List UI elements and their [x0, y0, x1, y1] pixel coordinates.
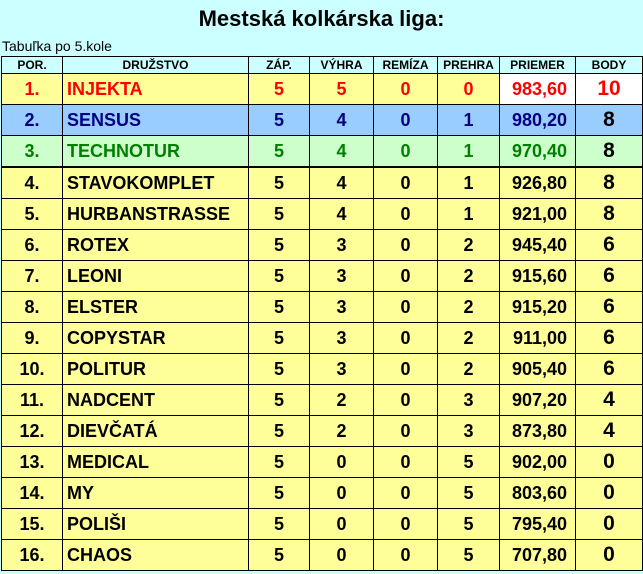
cell-position: 9. [2, 323, 63, 354]
cell-losses: 1 [438, 105, 500, 136]
cell-losses: 5 [438, 478, 500, 509]
cell-points: 8 [576, 199, 643, 230]
table-row [2, 447, 643, 478]
cell-average: 983,60 [500, 74, 576, 105]
cell-average: 907,20 [500, 385, 576, 416]
cell-average: 707,80 [500, 540, 576, 571]
cell-average: 915,20 [500, 292, 576, 323]
cell-draws: 0 [374, 354, 438, 385]
header-draws: REMÍZA [374, 57, 438, 74]
cell-losses: 1 [438, 167, 500, 199]
cell-position: 3. [2, 136, 63, 168]
cell-average: 911,00 [500, 323, 576, 354]
cell-losses: 2 [438, 323, 500, 354]
cell-losses: 1 [438, 136, 500, 168]
table-row [2, 136, 643, 168]
cell-average: 905,40 [500, 354, 576, 385]
cell-position: 15. [2, 509, 63, 540]
cell-points: 8 [576, 136, 643, 168]
cell-position: 4. [2, 167, 63, 199]
cell-draws: 0 [374, 167, 438, 199]
cell-losses: 5 [438, 447, 500, 478]
cell-points: 0 [576, 509, 643, 540]
cell-played: 5 [249, 199, 310, 230]
cell-position: 10. [2, 354, 63, 385]
cell-draws: 0 [374, 323, 438, 354]
cell-draws: 0 [374, 74, 438, 105]
cell-wins: 3 [310, 354, 374, 385]
cell-average: 915,60 [500, 261, 576, 292]
cell-losses: 2 [438, 292, 500, 323]
header-position: POR. [2, 57, 63, 74]
cell-position: 7. [2, 261, 63, 292]
cell-points: 4 [576, 385, 643, 416]
table-row [2, 167, 643, 199]
cell-average: 970,40 [500, 136, 576, 168]
cell-wins: 3 [310, 323, 374, 354]
cell-team: ROTEX [63, 230, 249, 261]
cell-team: POLITUR [63, 354, 249, 385]
cell-draws: 0 [374, 105, 438, 136]
cell-draws: 0 [374, 199, 438, 230]
cell-played: 5 [249, 230, 310, 261]
cell-played: 5 [249, 292, 310, 323]
header-losses: PREHRA [438, 57, 500, 74]
cell-wins: 2 [310, 416, 374, 447]
cell-wins: 2 [310, 385, 374, 416]
cell-wins: 0 [310, 540, 374, 571]
cell-position: 6. [2, 230, 63, 261]
cell-played: 5 [249, 385, 310, 416]
cell-draws: 0 [374, 385, 438, 416]
cell-draws: 0 [374, 540, 438, 571]
cell-wins: 3 [310, 261, 374, 292]
cell-draws: 0 [374, 136, 438, 168]
table-row [2, 261, 643, 292]
table-row [2, 509, 643, 540]
header-team: DRUŽSTVO [63, 57, 249, 74]
cell-team: MY [63, 478, 249, 509]
table-row [2, 478, 643, 509]
cell-losses: 2 [438, 261, 500, 292]
cell-team: NADCENT [63, 385, 249, 416]
cell-draws: 0 [374, 447, 438, 478]
cell-team: COPYSTAR [63, 323, 249, 354]
table-row [2, 540, 643, 571]
cell-points: 6 [576, 230, 643, 261]
cell-team: DIEVČATÁ [63, 416, 249, 447]
cell-points: 8 [576, 167, 643, 199]
table-row [2, 416, 643, 447]
cell-position: 8. [2, 292, 63, 323]
cell-points: 0 [576, 447, 643, 478]
table-row [2, 385, 643, 416]
cell-team: ELSTER [63, 292, 249, 323]
cell-wins: 5 [310, 74, 374, 105]
cell-wins: 3 [310, 230, 374, 261]
cell-played: 5 [249, 261, 310, 292]
cell-losses: 5 [438, 509, 500, 540]
cell-team: INJEKTA [63, 74, 249, 105]
cell-position: 1. [2, 74, 63, 105]
cell-points: 6 [576, 261, 643, 292]
cell-played: 5 [249, 447, 310, 478]
cell-team: LEONI [63, 261, 249, 292]
cell-draws: 0 [374, 261, 438, 292]
header-played: ZÁP. [249, 57, 310, 74]
cell-wins: 4 [310, 199, 374, 230]
cell-losses: 1 [438, 199, 500, 230]
cell-position: 2. [2, 105, 63, 136]
cell-points: 0 [576, 478, 643, 509]
cell-average: 921,00 [500, 199, 576, 230]
cell-draws: 0 [374, 478, 438, 509]
cell-played: 5 [249, 540, 310, 571]
cell-points: 0 [576, 540, 643, 571]
cell-played: 5 [249, 509, 310, 540]
cell-position: 11. [2, 385, 63, 416]
cell-position: 13. [2, 447, 63, 478]
cell-wins: 0 [310, 447, 374, 478]
cell-played: 5 [249, 478, 310, 509]
table-row [2, 292, 643, 323]
table-subtitle: Tabuľka po 5.kole [2, 38, 112, 54]
cell-average: 980,20 [500, 105, 576, 136]
cell-team: SENSUS [63, 105, 249, 136]
cell-team: CHAOS [63, 540, 249, 571]
cell-losses: 2 [438, 354, 500, 385]
header-wins: VÝHRA [310, 57, 374, 74]
cell-team: MEDICAL [63, 447, 249, 478]
cell-points: 6 [576, 292, 643, 323]
cell-draws: 0 [374, 230, 438, 261]
cell-losses: 3 [438, 385, 500, 416]
cell-position: 16. [2, 540, 63, 571]
cell-wins: 0 [310, 509, 374, 540]
table-row [2, 230, 643, 261]
cell-played: 5 [249, 416, 310, 447]
cell-team: HURBANSTRASSE [63, 199, 249, 230]
cell-played: 5 [249, 354, 310, 385]
cell-points: 10 [576, 74, 643, 105]
page-title: Mestská kolkárska liga: [198, 6, 445, 31]
cell-wins: 4 [310, 105, 374, 136]
cell-wins: 4 [310, 136, 374, 168]
header-row [2, 57, 643, 74]
cell-average: 945,40 [500, 230, 576, 261]
cell-points: 4 [576, 416, 643, 447]
cell-team: POLIŠI [63, 509, 249, 540]
cell-draws: 0 [374, 416, 438, 447]
cell-losses: 0 [438, 74, 500, 105]
cell-average: 902,00 [500, 447, 576, 478]
table-row [2, 354, 643, 385]
table-row [2, 199, 643, 230]
cell-average: 873,80 [500, 416, 576, 447]
cell-played: 5 [249, 136, 310, 168]
cell-wins: 4 [310, 167, 374, 199]
cell-team: STAVOKOMPLET [63, 167, 249, 199]
league-table [1, 56, 643, 571]
cell-average: 803,60 [500, 478, 576, 509]
cell-losses: 5 [438, 540, 500, 571]
cell-losses: 3 [438, 416, 500, 447]
cell-average: 926,80 [500, 167, 576, 199]
cell-points: 6 [576, 354, 643, 385]
cell-draws: 0 [374, 509, 438, 540]
cell-position: 14. [2, 478, 63, 509]
cell-wins: 3 [310, 292, 374, 323]
cell-average: 795,40 [500, 509, 576, 540]
header-average: PRIEMER [500, 57, 576, 74]
cell-points: 8 [576, 105, 643, 136]
cell-points: 6 [576, 323, 643, 354]
cell-draws: 0 [374, 292, 438, 323]
cell-team: TECHNOTUR [63, 136, 249, 168]
header-points: BODY [576, 57, 643, 74]
cell-wins: 0 [310, 478, 374, 509]
cell-played: 5 [249, 74, 310, 105]
cell-position: 5. [2, 199, 63, 230]
cell-position: 12. [2, 416, 63, 447]
table-row [2, 105, 643, 136]
cell-played: 5 [249, 105, 310, 136]
cell-played: 5 [249, 323, 310, 354]
table-row [2, 74, 643, 105]
cell-losses: 2 [438, 230, 500, 261]
cell-played: 5 [249, 167, 310, 199]
table-row [2, 323, 643, 354]
